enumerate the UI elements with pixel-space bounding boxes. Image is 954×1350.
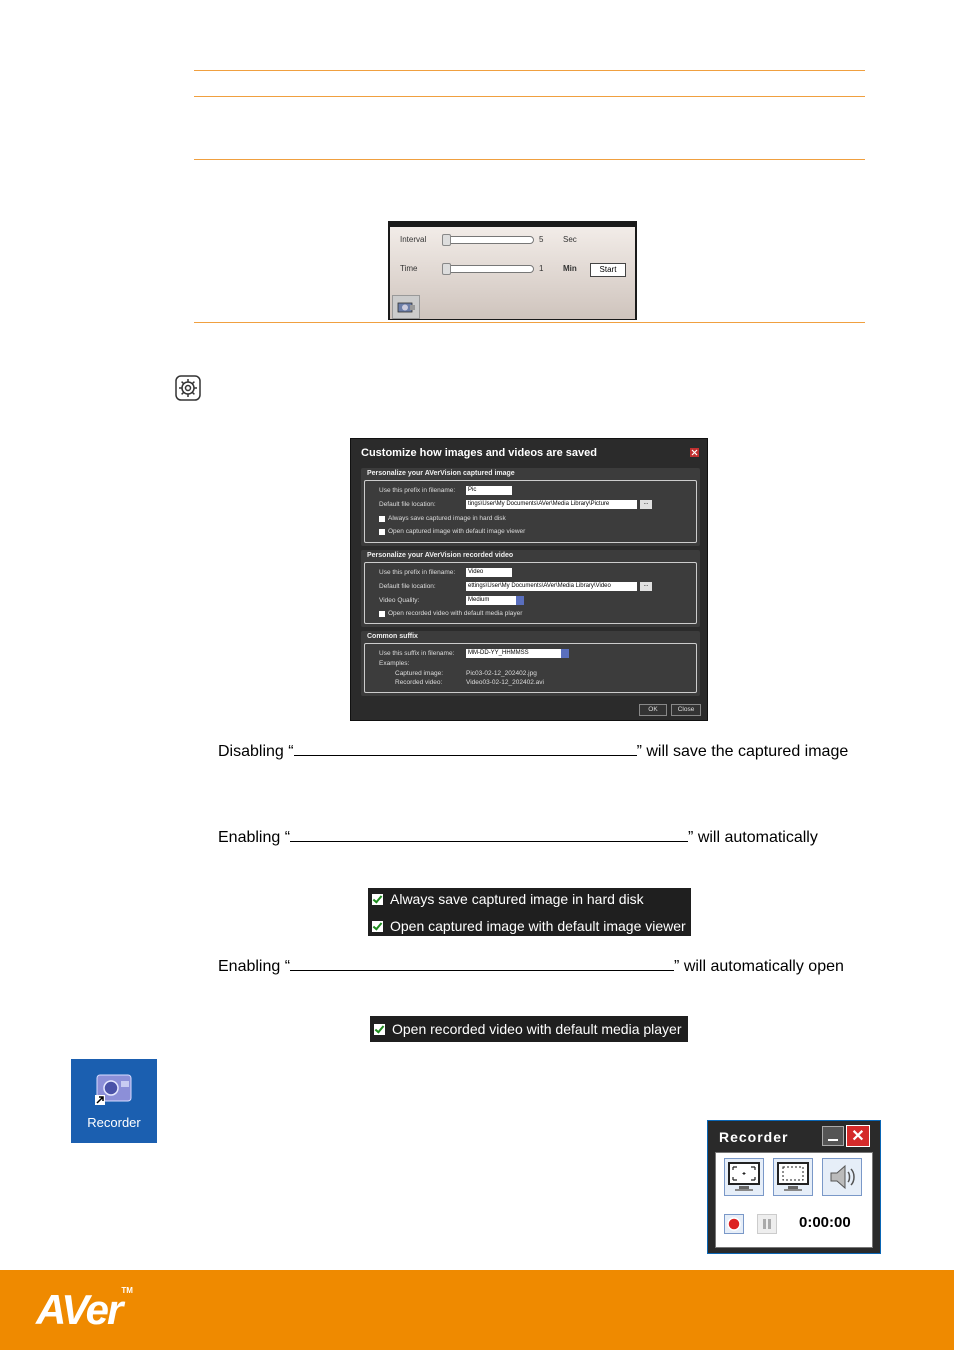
pause-button[interactable]	[757, 1214, 777, 1234]
logo-text: AVer	[36, 1286, 122, 1333]
captured-example-label: Captured image:	[395, 670, 444, 677]
time-slider-handle[interactable]	[442, 263, 451, 275]
close-icon	[690, 448, 699, 457]
dialog-close-button[interactable]	[690, 448, 699, 457]
open-player-checkbox-large[interactable]	[374, 1024, 385, 1035]
time-value: 1	[539, 264, 544, 273]
chevron-down-icon	[516, 596, 524, 605]
interval-value: 5	[539, 235, 544, 244]
blank-line	[294, 741, 637, 756]
suffix-value: MM-DD-YY_HHMMSS	[468, 650, 529, 656]
image-prefix-label: Use this prefix in filename:	[379, 487, 456, 494]
open-player-checkbox[interactable]	[379, 611, 385, 617]
video-options-bar	[370, 1016, 688, 1042]
fullscreen-record-button[interactable]	[724, 1158, 764, 1196]
chevron-down-icon	[561, 649, 569, 658]
interval-label: Interval	[400, 235, 427, 244]
divider-4	[194, 322, 865, 323]
interval-slider[interactable]	[442, 236, 534, 244]
video-quality-label: Video Quality:	[379, 597, 420, 604]
image-options-bar	[368, 888, 691, 936]
divider-2	[194, 96, 865, 97]
always-save-checkbox-large[interactable]	[372, 894, 383, 905]
time-label: Time	[400, 264, 418, 273]
video-section	[361, 550, 700, 627]
always-save-checkbox[interactable]	[379, 516, 385, 522]
recorder-controls	[715, 1152, 873, 1248]
video-browse-button[interactable]: ...	[640, 582, 652, 591]
minimize-button[interactable]	[822, 1126, 844, 1146]
time-unit: Min	[563, 264, 577, 273]
timelapse-panel	[388, 221, 637, 320]
image-browse-button[interactable]: ...	[640, 500, 652, 509]
video-quality-select[interactable]	[466, 596, 524, 605]
recorder-icon	[71, 1059, 157, 1115]
disabling-paragraph	[218, 741, 848, 761]
suffix-section-header: Common suffix	[367, 633, 418, 640]
monitor-icon	[725, 1159, 763, 1195]
enabling1-suffix: ” will automatically	[688, 829, 818, 846]
divider-3	[194, 159, 865, 160]
image-prefix-input[interactable]: Pic	[466, 486, 512, 495]
trademark-mark: TM	[121, 1286, 133, 1295]
blank-line	[290, 956, 674, 971]
always-save-text: Always save captured image in hard disk	[390, 891, 644, 907]
image-location-input[interactable]: tings\User\My Documents\AVer\Media Library\Picture	[466, 500, 637, 509]
dialog-title: Customize how images and videos are saved	[361, 447, 597, 459]
region-monitor-icon	[774, 1159, 812, 1195]
record-icon	[725, 1215, 743, 1233]
image-section	[361, 468, 700, 546]
enabling1-prefix: Enabling “	[218, 829, 291, 846]
audio-button[interactable]	[822, 1158, 862, 1196]
open-viewer-checkbox-large[interactable]	[372, 921, 383, 932]
recorder-icon-label: Recorder	[87, 1115, 141, 1130]
video-prefix-input[interactable]: Video	[466, 568, 512, 577]
image-location-label: Default file location:	[379, 501, 436, 508]
enabling2-prefix: Enabling “	[218, 958, 291, 975]
video-prefix-label: Use this prefix in filename:	[379, 569, 456, 576]
recorder-window	[707, 1120, 881, 1254]
blank-line	[290, 827, 688, 842]
camera-icon[interactable]	[392, 295, 420, 319]
suffix-select[interactable]	[466, 649, 569, 658]
open-player-label: Open recorded video with default media player	[388, 610, 523, 617]
open-viewer-text: Open captured image with default image viewer	[390, 918, 686, 934]
time-slider[interactable]	[442, 265, 534, 273]
footer-band	[0, 1270, 954, 1350]
region-record-button[interactable]	[773, 1158, 813, 1196]
open-player-text: Open recorded video with default media player	[392, 1021, 682, 1037]
open-viewer-label: Open captured image with default image viewer	[388, 528, 526, 535]
divider-1	[194, 70, 865, 71]
recording-timer: 0:00:00	[799, 1214, 851, 1231]
recorder-title: Recorder	[719, 1129, 789, 1145]
video-section-header: Personalize your AVerVision recorded video	[367, 552, 514, 559]
close-button[interactable]: Close	[671, 704, 701, 716]
video-quality-value: Medium	[468, 597, 490, 603]
recorded-example-value: Video03-02-12_202402.avi	[466, 679, 544, 686]
enabling-paragraph-2	[218, 956, 844, 976]
recorder-close-button[interactable]: ✕	[846, 1125, 870, 1147]
always-save-label: Always save captured image in hard disk	[388, 515, 506, 522]
pause-icon	[758, 1215, 776, 1233]
speaker-icon	[823, 1159, 861, 1195]
ok-button[interactable]: OK	[639, 704, 667, 716]
open-viewer-checkbox[interactable]	[379, 529, 385, 535]
image-section-header: Personalize your AVerVision captured image	[367, 470, 515, 477]
record-button[interactable]	[724, 1214, 744, 1234]
minimize-icon	[823, 1127, 843, 1145]
video-location-input[interactable]: ettings\User\My Documents\AVer\Media Library\Video	[466, 582, 637, 591]
suffix-section	[361, 631, 700, 696]
recorder-desktop-icon[interactable]	[71, 1059, 157, 1143]
examples-label: Examples:	[379, 660, 410, 667]
disabling-prefix: Disabling “	[218, 743, 294, 760]
captured-example-value: Pic03-02-12_202402.jpg	[466, 670, 537, 677]
recorded-example-label: Recorded video:	[395, 679, 443, 686]
enabling2-suffix: ” will automatically open	[674, 958, 844, 975]
suffix-label: Use this suffix in filename:	[379, 650, 455, 657]
aver-logo	[36, 1286, 133, 1334]
customize-dialog	[350, 438, 708, 721]
interval-slider-handle[interactable]	[442, 234, 451, 246]
gear-icon	[175, 375, 201, 401]
enabling-paragraph-1	[218, 827, 818, 847]
start-button[interactable]: Start	[590, 263, 626, 277]
disabling-suffix: ” will save the captured image	[636, 743, 849, 760]
video-location-label: Default file location:	[379, 583, 436, 590]
interval-unit: Sec	[563, 235, 577, 244]
